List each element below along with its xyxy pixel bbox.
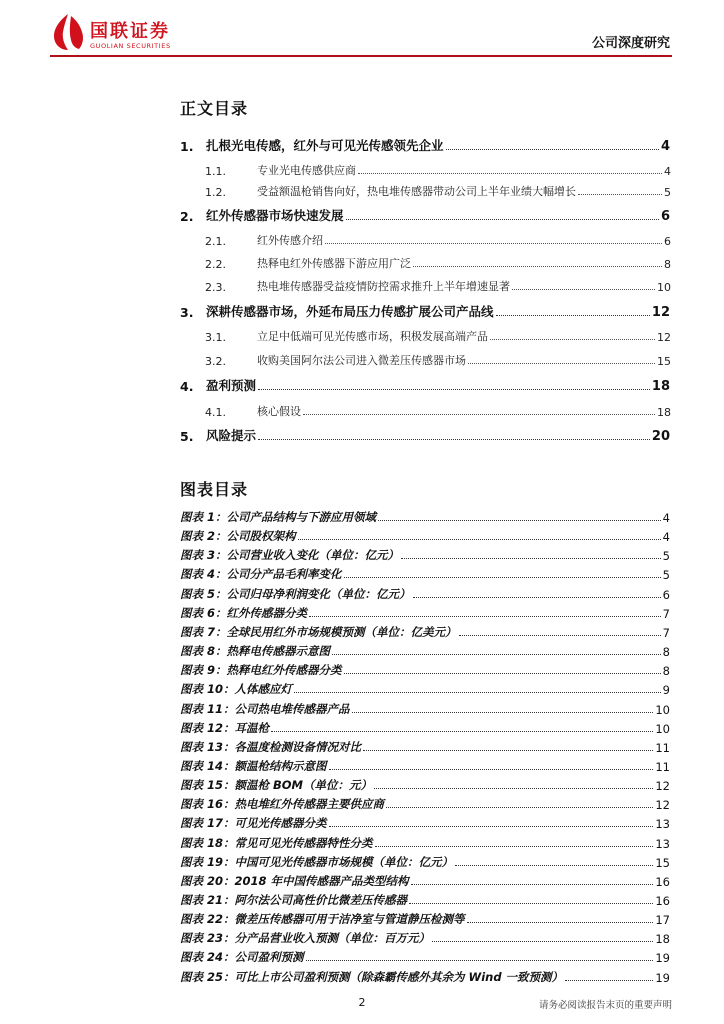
figure-entry-title: 图表 19：中国可见光传感器市场规模（单位：亿元） bbox=[180, 855, 454, 869]
figure-entry-title: 图表 15：额温枪 BOM（单位：元） bbox=[180, 778, 372, 792]
figure-leader-dots bbox=[455, 865, 653, 866]
figure-leader-dots bbox=[409, 903, 653, 904]
figure-leader-dots bbox=[344, 577, 661, 578]
figure-leader-dots bbox=[306, 960, 654, 961]
figure-entry-title: 图表 20：2018 年中国传感器产品类型结构 bbox=[180, 874, 409, 888]
figure-leader-dots bbox=[352, 712, 654, 713]
toc-leader-dots bbox=[346, 219, 659, 220]
page-header bbox=[0, 0, 724, 62]
figure-entry-title: 图表 9：热释电红外传感器分类 bbox=[180, 663, 342, 677]
toc-entry-number: 1.2. bbox=[205, 186, 226, 199]
figure-leader-dots bbox=[332, 654, 661, 655]
figure-entry-page: 15 bbox=[655, 856, 670, 870]
logo-text-cn: 国联证券 bbox=[90, 21, 170, 42]
figure-entry-title: 图表 12：耳温枪 bbox=[180, 721, 270, 735]
figure-entry[interactable] bbox=[180, 718, 670, 736]
toc-entry-title: 红外传感介绍 bbox=[257, 234, 323, 247]
figure-entry-title: 图表 16：热电堆红外传感器主要供应商 bbox=[180, 797, 385, 811]
figure-entry[interactable] bbox=[180, 813, 670, 831]
toc-leader-dots bbox=[303, 414, 655, 415]
figure-leader-dots bbox=[378, 520, 661, 521]
toc-entry-number: 4. bbox=[180, 379, 194, 394]
figure-entry-title: 图表 10：人体感应灯 bbox=[180, 682, 293, 696]
toc-entry-title: 立足中低端可见光传感市场，积极发展高端产品 bbox=[257, 330, 488, 343]
figure-entry[interactable] bbox=[180, 641, 670, 659]
toc-chapter[interactable] bbox=[180, 426, 670, 444]
figure-entry-page: 19 bbox=[655, 951, 670, 965]
toc-entry-number: 2.2. bbox=[205, 258, 226, 271]
figure-entry-title: 图表 11：公司热电堆传感器产品 bbox=[180, 702, 350, 716]
toc-entry-title: 专业光电传感供应商 bbox=[257, 164, 356, 177]
figure-entry-page: 9 bbox=[662, 683, 670, 697]
figure-entry-page: 13 bbox=[655, 817, 670, 831]
figure-entry-page: 6 bbox=[662, 588, 670, 602]
figure-leader-dots bbox=[363, 750, 653, 751]
document-type: 公司深度研究 bbox=[591, 36, 670, 51]
toc-entry-page: 6 bbox=[664, 235, 671, 248]
figure-leader-dots bbox=[374, 788, 653, 789]
figure-entry[interactable] bbox=[180, 603, 670, 621]
figure-entry[interactable] bbox=[180, 909, 670, 927]
figure-entry[interactable] bbox=[180, 584, 670, 602]
toc-section[interactable] bbox=[205, 326, 671, 344]
figure-entry[interactable] bbox=[180, 622, 670, 640]
toc-entry-page: 6 bbox=[660, 209, 670, 224]
toc-chapter[interactable] bbox=[180, 302, 670, 320]
toc-entry-title: 收购美国阿尔法公司进入微差压传感器市场 bbox=[257, 354, 466, 367]
toc-entry-page: 15 bbox=[657, 355, 671, 368]
figure-entry-title: 图表 8：热释电传感器示意图 bbox=[180, 644, 331, 658]
logo-emblem-icon bbox=[50, 12, 86, 52]
figure-entry-title: 图表 6：红外传感器分类 bbox=[180, 606, 308, 620]
toc-leader-dots bbox=[578, 194, 662, 195]
toc-entry-page: 20 bbox=[651, 429, 670, 444]
figure-entry[interactable] bbox=[180, 890, 670, 908]
toc-chapter[interactable] bbox=[180, 136, 670, 154]
toc-entry-page: 12 bbox=[651, 305, 670, 320]
figure-entry-title: 图表 3：公司营业收入变化（单位：亿元） bbox=[180, 548, 400, 562]
figure-entry-page: 4 bbox=[662, 511, 670, 525]
figure-leader-dots bbox=[459, 635, 661, 636]
figure-leader-dots bbox=[411, 884, 654, 885]
figure-entry[interactable] bbox=[180, 545, 670, 563]
toc-leader-dots bbox=[468, 363, 655, 364]
toc-section[interactable] bbox=[205, 181, 671, 199]
toc-entry-title: 扎根光电传感，红外与可见光传感领先企业 bbox=[206, 138, 444, 153]
figure-leader-dots bbox=[271, 731, 653, 732]
figure-leader-dots bbox=[375, 846, 654, 847]
figure-entry-page: 18 bbox=[655, 932, 670, 946]
figure-leader-dots bbox=[309, 616, 661, 617]
toc-entry-number: 2.3. bbox=[205, 281, 226, 294]
toc-entry-page: 10 bbox=[657, 281, 671, 294]
figure-entry-title: 图表 13：各温度检测设备情况对比 bbox=[180, 740, 362, 754]
toc-entry-title: 热电堆传感器受益疫情防控需求推升上半年增速显著 bbox=[257, 280, 510, 293]
toc-section[interactable] bbox=[205, 160, 671, 178]
figure-entry[interactable] bbox=[180, 660, 670, 678]
figure-entry-page: 8 bbox=[662, 645, 670, 659]
figure-entry[interactable] bbox=[180, 756, 670, 774]
toc-entry-page: 18 bbox=[657, 406, 671, 419]
figure-entry-title: 图表 5：公司归母净利润变化（单位：亿元） bbox=[180, 587, 411, 601]
figure-entry-page: 11 bbox=[655, 760, 670, 774]
toc-leader-dots bbox=[496, 315, 650, 316]
figure-entry-title: 图表 25：可比上市公司盈利预测（除森霸传感外其余为 Wind 一致预测） bbox=[180, 970, 564, 984]
toc-entry-title: 热释电红外传感器下游应用广泛 bbox=[257, 257, 411, 270]
toc-entry-number: 2.1. bbox=[205, 235, 226, 248]
figure-entry[interactable] bbox=[180, 833, 670, 851]
figure-entry-page: 12 bbox=[655, 798, 670, 812]
header-divider bbox=[50, 55, 672, 57]
figure-entry-page: 4 bbox=[662, 530, 670, 544]
figure-leader-dots bbox=[329, 826, 654, 827]
toc-entry-number: 3.2. bbox=[205, 355, 226, 368]
figure-leader-dots bbox=[467, 922, 654, 923]
figure-entry[interactable] bbox=[180, 871, 670, 889]
figure-entry-title: 图表 18：常见可见光传感器特性分类 bbox=[180, 836, 373, 850]
toc-entry-number: 1. bbox=[180, 139, 194, 154]
figure-entry-title: 图表 22：微差压传感器可用于洁净室与管道静压检测等 bbox=[180, 912, 465, 926]
toc-entry-title: 核心假设 bbox=[257, 405, 301, 418]
toc-section[interactable] bbox=[205, 230, 671, 248]
figure-entry-page: 17 bbox=[655, 913, 670, 927]
figure-entry-page: 7 bbox=[662, 626, 670, 640]
toc-entry-title: 受益额温枪销售向好，热电堆传感器带动公司上半年业绩大幅增长 bbox=[257, 185, 576, 198]
toc-section[interactable] bbox=[205, 350, 671, 368]
toc-leader-dots bbox=[446, 149, 659, 150]
toc-leader-dots bbox=[413, 266, 662, 267]
toc-leader-dots bbox=[490, 339, 655, 340]
figure-entry[interactable] bbox=[180, 794, 670, 812]
toc-section[interactable] bbox=[205, 401, 671, 419]
logo-text-en: GUOLIAN SECURITIES bbox=[90, 42, 171, 50]
figure-entry-page: 19 bbox=[655, 971, 670, 985]
toc-entry-page: 5 bbox=[664, 186, 671, 199]
toc-entry-number: 3.1. bbox=[205, 331, 226, 344]
figure-entry-page: 5 bbox=[662, 549, 670, 563]
figure-entry-page: 12 bbox=[655, 779, 670, 793]
figure-leader-dots bbox=[298, 539, 661, 540]
figure-leader-dots bbox=[344, 673, 661, 674]
figure-entry-title: 图表 24：公司盈利预测 bbox=[180, 950, 304, 964]
toc-leader-dots bbox=[512, 289, 655, 290]
figure-entry[interactable] bbox=[180, 526, 670, 544]
figure-entry-page: 7 bbox=[662, 607, 670, 621]
toc-leader-dots bbox=[358, 173, 662, 174]
toc-title: 正文目录 bbox=[180, 99, 249, 118]
figure-entry-page: 10 bbox=[655, 722, 670, 736]
toc-chapter[interactable] bbox=[180, 206, 670, 224]
toc-entry-page: 12 bbox=[657, 331, 671, 344]
toc-entry-title: 盈利预测 bbox=[206, 378, 257, 393]
toc-entry-title: 红外传感器市场快速发展 bbox=[206, 208, 344, 223]
figure-entry[interactable] bbox=[180, 947, 670, 965]
figure-leader-dots bbox=[432, 941, 653, 942]
figure-entry[interactable] bbox=[180, 699, 670, 717]
figure-entry[interactable] bbox=[180, 775, 670, 793]
company-logo bbox=[50, 12, 190, 56]
figure-entry-title: 图表 2：公司股权架构 bbox=[180, 529, 296, 543]
figure-leader-dots bbox=[401, 558, 661, 559]
toc-entry-page: 18 bbox=[651, 379, 670, 394]
figure-entry-title: 图表 23：分产品营业收入预测（单位：百万元） bbox=[180, 931, 431, 945]
figure-leader-dots bbox=[386, 807, 653, 808]
figure-entry[interactable] bbox=[180, 564, 670, 582]
figure-entry-title: 图表 14：额温枪结构示意图 bbox=[180, 759, 327, 773]
toc-entry-number: 3. bbox=[180, 305, 194, 320]
figure-entry[interactable] bbox=[180, 737, 670, 755]
toc-leader-dots bbox=[258, 439, 650, 440]
toc-entry-page: 4 bbox=[660, 139, 670, 154]
figure-leader-dots bbox=[565, 980, 653, 981]
figure-leader-dots bbox=[413, 597, 661, 598]
toc-chapter[interactable] bbox=[180, 376, 670, 394]
toc-entry-title: 深耕传感器市场，外延布局压力传感扩展公司产品线 bbox=[206, 304, 494, 319]
toc-entry-number: 2. bbox=[180, 209, 194, 224]
figure-entry-title: 图表 17：可见光传感器分类 bbox=[180, 816, 327, 830]
toc-leader-dots bbox=[325, 243, 662, 244]
figure-entry[interactable] bbox=[180, 967, 670, 985]
toc-entry-page: 8 bbox=[664, 258, 671, 271]
figure-entry-page: 11 bbox=[655, 741, 670, 755]
figure-entry-title: 图表 4：公司分产品毛利率变化 bbox=[180, 567, 342, 581]
figure-leader-dots bbox=[294, 692, 661, 693]
toc-entry-number: 4.1. bbox=[205, 406, 226, 419]
page-number: 2 bbox=[358, 996, 366, 1009]
figure-entry-page: 13 bbox=[655, 837, 670, 851]
toc-entry-number: 5. bbox=[180, 429, 194, 444]
figure-entry-page: 10 bbox=[655, 703, 670, 717]
toc-entry-title: 风险提示 bbox=[206, 428, 257, 443]
footer-disclaimer: 请务必阅读报告末页的重要声明 bbox=[538, 1000, 672, 1011]
figure-entry-title: 图表 21：阿尔法公司高性价比微差压传感器 bbox=[180, 893, 408, 907]
toc-section[interactable] bbox=[205, 276, 671, 294]
figure-entry[interactable] bbox=[180, 928, 670, 946]
toc-section[interactable] bbox=[205, 253, 671, 271]
toc-leader-dots bbox=[258, 389, 650, 390]
figure-entry-page: 16 bbox=[655, 875, 670, 889]
figure-entry-title: 图表 7：全球民用红外市场规模预测（单位：亿美元） bbox=[180, 625, 457, 639]
figure-entry-page: 16 bbox=[655, 894, 670, 908]
figure-list-title: 图表目录 bbox=[180, 480, 249, 499]
figure-entry-page: 8 bbox=[662, 664, 670, 678]
figure-entry-page: 5 bbox=[662, 568, 670, 582]
toc-entry-page: 4 bbox=[664, 165, 671, 178]
figure-entry[interactable] bbox=[180, 852, 670, 870]
figure-entry-title: 图表 1：公司产品结构与下游应用领域 bbox=[180, 510, 377, 524]
toc-entry-number: 1.1. bbox=[205, 165, 226, 178]
figure-leader-dots bbox=[329, 769, 654, 770]
figure-entry[interactable] bbox=[180, 507, 670, 525]
figure-entry[interactable] bbox=[180, 679, 670, 697]
